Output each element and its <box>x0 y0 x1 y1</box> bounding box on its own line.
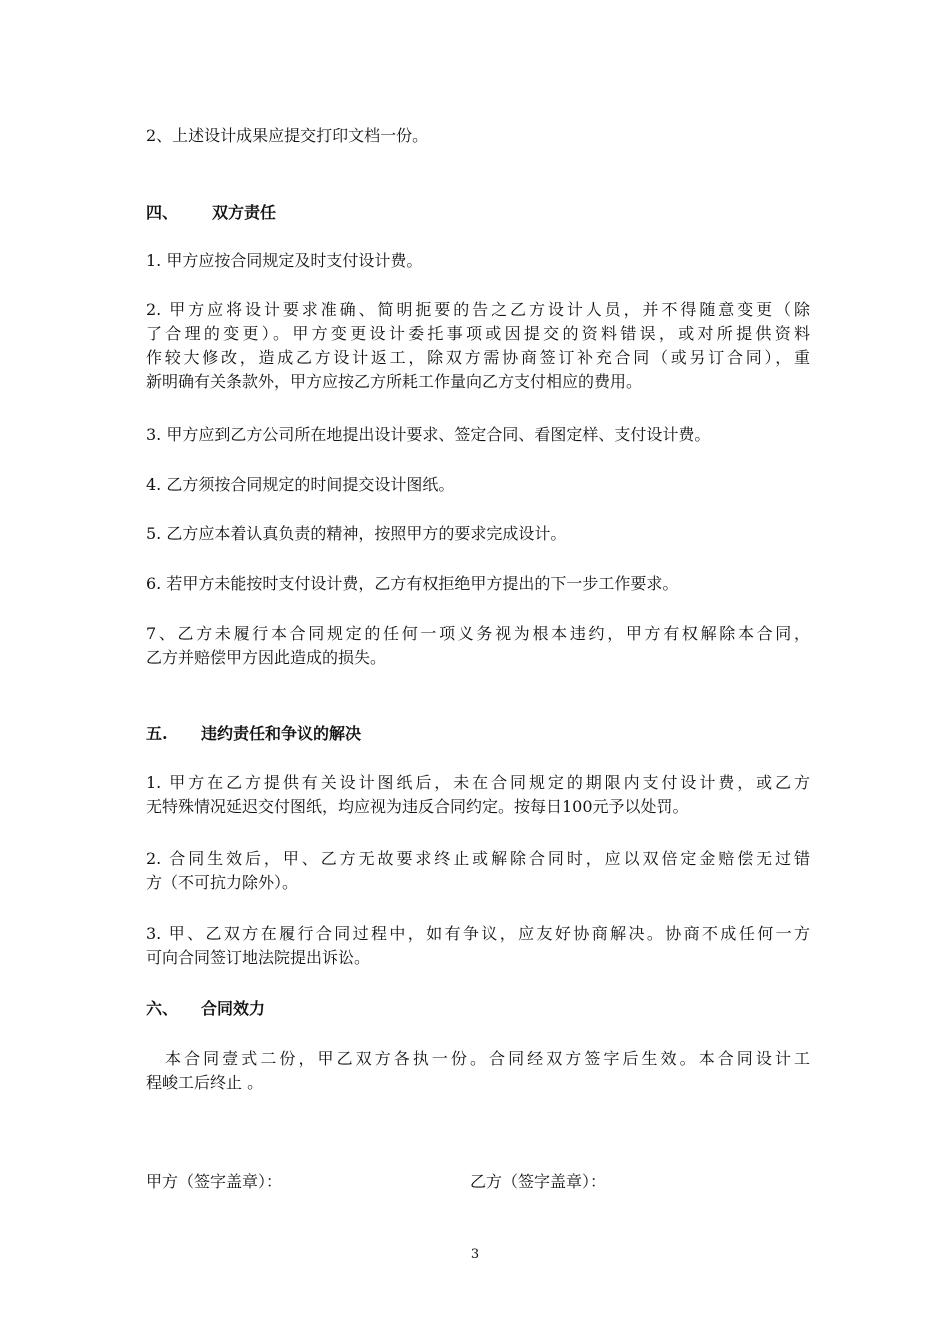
text-line: 1. 甲方应按合同规定及时支付设计费。 <box>146 251 423 270</box>
section-4-item-2 <box>146 298 810 394</box>
text-line: 5. 乙方应本着认真负责的精神，按照甲方的要求完成设计。 <box>146 524 567 543</box>
section-4-heading <box>146 201 276 225</box>
section-number: 四、 <box>146 203 179 222</box>
party-b-signature-label: 乙方（签字盖章）： <box>470 1172 607 1191</box>
section-6-heading <box>146 997 265 1021</box>
section-4-item-3 <box>146 423 810 447</box>
text-line: 3. 甲、乙双方在履行合同过程中，如有争议，应友好协商解决。协商不成任何一方 <box>146 924 810 943</box>
text-line: 3. 甲方应到乙方公司所在地提出设计要求、签定合同、看图定样、支付设计费。 <box>146 425 711 444</box>
text-line: 7、乙方未履行本合同规定的任何一项义务视为根本违约，甲方有权解除本合同， <box>146 624 810 643</box>
text-line: 6. 若甲方未能按时支付设计费，乙方有权拒绝甲方提出的下一步工作要求。 <box>146 574 679 593</box>
section-4-item-1 <box>146 249 810 273</box>
section-4-item-7 <box>146 622 810 670</box>
text-line: 本合同壹式二份，甲乙双方各执一份。合同经双方签字后生效。本合同设计工 <box>146 1049 810 1068</box>
text-line: 乙方并赔偿甲方因此造成的损失。 <box>146 648 387 667</box>
section-number: 六、 <box>146 999 179 1018</box>
section-4-item-6 <box>146 572 810 596</box>
text-line: 程峻工后终止 。 <box>146 1073 264 1092</box>
text-line: 作较大修改，造成乙方设计返工，除双方需协商签订补充合同（或另订合同），重 <box>146 348 810 367</box>
text-line: 了合理的变更）。甲方变更设计委托事项或因提交的资料错误，或对所提供资料 <box>146 324 810 343</box>
section-4-item-4 <box>146 473 810 497</box>
text-line: 无特殊情况延迟交付图纸，均应视为违反合同约定。按每日100元予以处罚。 <box>146 797 689 816</box>
section-5-heading <box>146 722 361 746</box>
section-title: 双方责任 <box>212 203 277 222</box>
section-5-item-3 <box>146 922 810 970</box>
text-line: 4. 乙方须按合同规定的时间提交设计图纸。 <box>146 475 455 494</box>
text-line: 新明确有关条款外，甲方应按乙方所耗工作量向乙方支付相应的费用。 <box>146 372 643 391</box>
section-title: 违约责任和争议的解决 <box>201 724 362 743</box>
clause-3-item-2 <box>146 124 810 148</box>
text-line: 1. 甲方在乙方提供有关设计图纸后，未在合同规定的期限内支付设计费，或乙方 <box>146 773 810 792</box>
section-4-item-5 <box>146 522 810 546</box>
text-line: 2. 甲方应将设计要求准确、简明扼要的告之乙方设计人员，并不得随意变更（除 <box>146 300 810 319</box>
party-a-signature-label: 甲方（签字盖章）： <box>146 1172 283 1191</box>
page-number: 3 <box>470 1247 480 1262</box>
section-5-item-1 <box>146 771 810 819</box>
text-line: 2. 合同生效后，甲、乙方无故要求终止或解除合同时，应以双倍定金赔偿无过错 <box>146 849 810 868</box>
text-line: 可向合同签订地法院提出诉讼。 <box>146 948 371 967</box>
section-number: 五. <box>146 724 168 743</box>
text-line: 2、上述设计成果应提交打印文档一份。 <box>146 126 429 145</box>
text-line: 方（不可抗力除外）。 <box>146 873 299 892</box>
section-5-item-2 <box>146 847 810 895</box>
section-title: 合同效力 <box>201 999 266 1018</box>
section-6-body <box>146 1047 810 1095</box>
